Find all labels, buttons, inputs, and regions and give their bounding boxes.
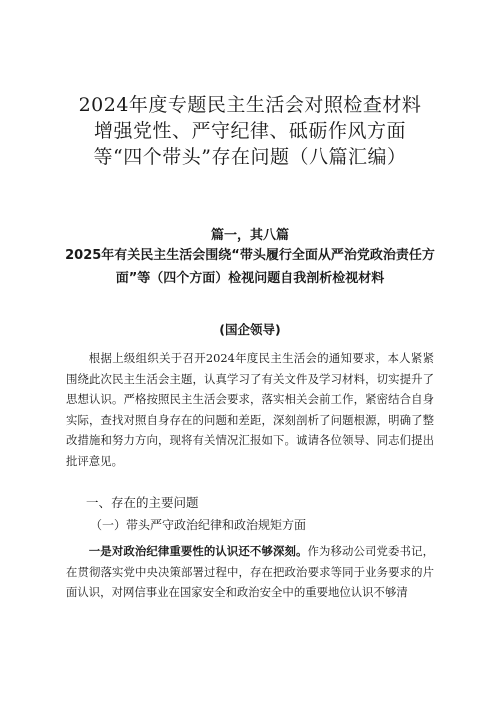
- point-paragraph: [66, 541, 434, 603]
- point-lead: 一是对政治纪律重要性的认识还不够深刻。: [88, 544, 308, 558]
- part-label: 篇一，其八篇: [210, 228, 289, 243]
- intro-paragraph: 根据上级组织关于召开2024年度民主生活会的通知要求，本人紧紧围绕此次民主生活会主题，认真学习了有关文件及学习材料，切实提升了思想认识。严格按照民主生活会要求，落实相关会前工作，紧密结合自身实际，查找对照自身存在的问题和差距，深刻剖析了问题根源，明确了整改措施和努力方向，现将有关情况汇报如下。诚请各位领导、同志们提出批评意见。: [66, 351, 434, 468]
- document-title: 2024年度专题民主生活会对照检查材料增强党性、严守纪律、砥砺作风方面等“四个带头”存在问题（八篇汇编）: [78, 94, 422, 168]
- subsection-heading: （一）带头严守政治纪律和政治规矩方面: [90, 518, 307, 532]
- section-headline: 2025年有关民主生活会围绕“带头履行全面从严治党政治责任方面”等（四个方面）检视问题自我剖析检视材料: [65, 248, 435, 286]
- section-heading: 一、存在的主要问题: [86, 495, 199, 510]
- point-text: 作为移动公司党委书记，在贯彻落实党中央决策部署过程中，存在把政治要求等同于业务要求的片面认识，对网信事业在国家安全和政治安全中的重要地位认识不够清: [66, 544, 434, 599]
- author-role: (国企领导): [219, 322, 281, 337]
